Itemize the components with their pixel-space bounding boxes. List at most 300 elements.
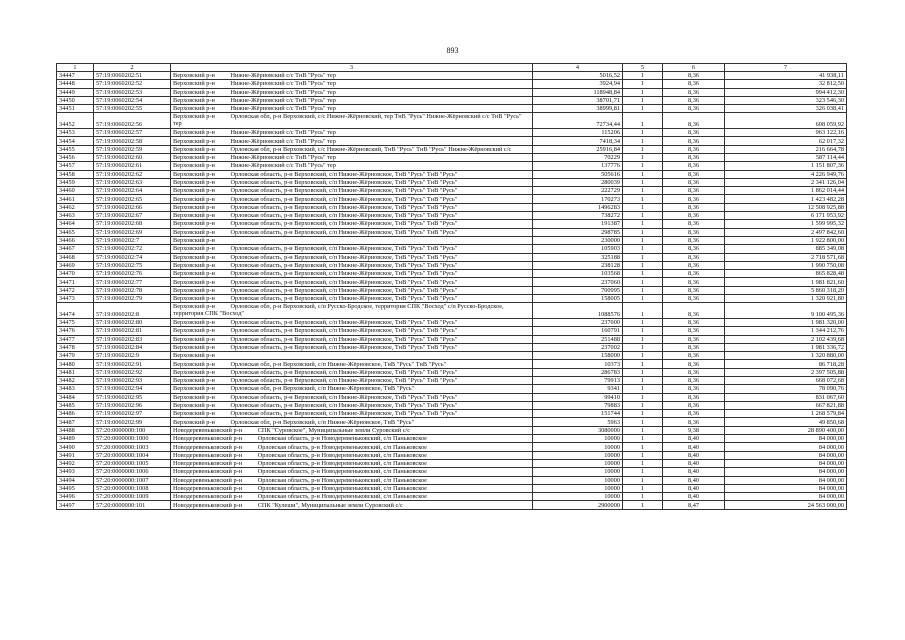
cadastral-number: 57:20:0000000:1008 — [96, 484, 149, 492]
table-row — [57, 145, 847, 153]
rate-cell — [663, 476, 725, 484]
table-row — [57, 484, 847, 492]
coefficient-cell — [623, 443, 663, 451]
cadastral-value: 885 349,08 — [815, 245, 844, 253]
coefficient-value: 1 — [640, 484, 645, 492]
area-value: 230000 — [601, 237, 620, 245]
row-number-cell — [57, 261, 94, 269]
cadastral-number: 57:19:0060202:80 — [96, 319, 143, 327]
area-value: 237000 — [601, 319, 620, 327]
row-number-cell — [57, 220, 94, 228]
area-cell — [533, 343, 623, 351]
coefficient-cell — [623, 343, 663, 351]
rate-cell — [663, 137, 725, 145]
row-number-cell — [57, 212, 94, 220]
district-name: Новодеревеньковский р-н — [173, 460, 243, 468]
coefficient-cell — [623, 203, 663, 211]
row-number: 34488 — [59, 426, 75, 434]
area-value: 298785 — [601, 228, 620, 236]
rate-cell — [663, 129, 725, 137]
rate-value: 8,40 — [687, 451, 700, 459]
location-cell — [171, 80, 533, 88]
coefficient-cell — [623, 236, 663, 244]
rate-cell — [663, 318, 725, 326]
coefficient-cell — [623, 187, 663, 195]
cadastral-number-cell — [94, 295, 171, 303]
rate-value: 8,36 — [687, 319, 700, 327]
row-number-cell — [57, 228, 94, 236]
cadastral-value: 323 546,30 — [815, 97, 844, 105]
cadastral-number-cell — [94, 459, 171, 467]
area-value: 10000 — [604, 451, 620, 459]
cadastral-number: 57:19:0060202:9 — [96, 352, 140, 360]
rate-cell — [663, 203, 725, 211]
value-cell — [725, 129, 847, 137]
table-row — [57, 113, 847, 129]
column-header-3: 3 — [171, 64, 533, 72]
row-number-cell — [57, 286, 94, 294]
value-cell — [725, 318, 847, 326]
cadastral-value: 608 059,92 — [815, 121, 844, 129]
cadastral-number: 57:19:0060202:8 — [96, 310, 140, 318]
coefficient-value: 1 — [640, 393, 645, 401]
rate-cell — [663, 88, 725, 96]
cadastral-number: 57:19:0060202:57 — [96, 129, 143, 137]
rate-cell — [663, 385, 725, 393]
cadastral-number-cell — [94, 137, 171, 145]
table-row — [57, 295, 847, 303]
rate-value: 8,36 — [687, 72, 700, 80]
area-cell — [533, 426, 623, 434]
row-number: 34492 — [59, 460, 75, 468]
value-cell — [725, 286, 847, 294]
page-number: 893 — [446, 46, 459, 55]
area-address: Нижне-Жёрновский с/с ТнВ "Русь" тер — [230, 80, 336, 88]
cadastral-number-cell — [94, 418, 171, 426]
area-address: Нижне-Жёрновский с/с ТнВ "Русь" тер — [230, 97, 336, 105]
coefficient-cell — [623, 327, 663, 335]
table-row — [57, 195, 847, 203]
area-cell — [533, 203, 623, 211]
table-row — [57, 286, 847, 294]
district-name: Верховский р-н — [173, 360, 215, 368]
cadastral-number-cell — [94, 113, 171, 129]
area-value: 10373 — [604, 360, 620, 368]
coefficient-cell — [623, 270, 663, 278]
district-name: Верховский р-н — [173, 410, 215, 418]
area-value: 99410 — [604, 393, 620, 401]
coefficient-cell — [623, 129, 663, 137]
rate-value: 8,36 — [687, 377, 700, 385]
area-address: Нижне-Жёрновский с/с ТнВ "Русь" тер — [230, 154, 336, 162]
table-row — [57, 410, 847, 418]
value-cell — [725, 96, 847, 104]
area-value: 103568 — [601, 270, 620, 278]
rate-cell — [663, 327, 725, 335]
location-cell — [171, 137, 533, 145]
row-number: 34495 — [59, 484, 75, 492]
district-name: Верховский р-н — [173, 343, 215, 351]
cadastral-number: 57:19:0060202:99 — [96, 418, 143, 426]
area-value: 158000 — [601, 352, 620, 360]
rate-value: 8,36 — [687, 162, 700, 170]
rate-value: 8,36 — [687, 352, 700, 360]
value-cell — [725, 352, 847, 360]
row-number: 34497 — [59, 501, 75, 509]
value-cell — [725, 393, 847, 401]
cadastral-number-cell — [94, 129, 171, 137]
area-address: Орловская область, р-н Новодеревеньковский, с/п Паньковское — [257, 460, 427, 468]
cadastral-number-cell — [94, 203, 171, 211]
area-cell — [533, 96, 623, 104]
cadastral-number: 57:19:0060202:61 — [96, 162, 143, 170]
location-cell — [171, 212, 533, 220]
area-address: Орловская область, р-н Верховский, с/п Нижне-Жёрновское, ТнВ "Русь" ТнВ "Русь" — [230, 410, 458, 418]
value-cell — [725, 360, 847, 368]
area-address: Орловская обл, р-н Верховский, с/п Нижне-Жёрновское, ТнВ "Русь" ТнВ "Русь" — [230, 360, 447, 368]
location-cell — [171, 476, 533, 484]
area-value: 700995 — [601, 286, 620, 294]
area-address: Орловская область, р-н Верховский, с/п Нижне-Жёрновское, ТнВ "Русь" ТнВ "Русь" — [230, 170, 458, 178]
cadastral-value: 1 268 579,84 — [810, 410, 844, 418]
value-cell — [725, 187, 847, 195]
district-name: Верховский р-н — [173, 319, 215, 327]
rate-cell — [663, 295, 725, 303]
rate-value: 8,36 — [687, 295, 700, 303]
area-cell — [533, 137, 623, 145]
row-number: 34465 — [59, 228, 75, 236]
coefficient-cell — [623, 385, 663, 393]
value-cell — [725, 170, 847, 178]
district-name: Новодеревеньковский р-н — [173, 501, 243, 509]
rate-cell — [663, 145, 725, 153]
area-cell — [533, 476, 623, 484]
row-number: 34471 — [59, 278, 75, 286]
value-cell — [725, 435, 847, 443]
value-cell — [725, 476, 847, 484]
coefficient-cell — [623, 261, 663, 269]
rate-value: 8,36 — [687, 343, 700, 351]
rate-cell — [663, 352, 725, 360]
district-name: Новодеревеньковский р-н — [173, 493, 243, 501]
cadastral-number: 57:19:0060202:76 — [96, 270, 143, 278]
coefficient-value: 1 — [640, 343, 645, 351]
area-cell — [533, 253, 623, 261]
location-cell — [171, 220, 533, 228]
cadastral-number: 57:20:0000000:1003 — [96, 443, 149, 451]
cadastral-value: 865 828,48 — [815, 270, 844, 278]
rate-cell — [663, 195, 725, 203]
rate-cell — [663, 187, 725, 195]
cadastral-value: 1 862 014,44 — [810, 187, 844, 195]
row-number: 34489 — [59, 435, 75, 443]
location-cell — [171, 335, 533, 343]
rate-cell — [663, 178, 725, 186]
coefficient-cell — [623, 376, 663, 384]
table-row — [57, 401, 847, 409]
location-cell — [171, 376, 533, 384]
coefficient-value: 1 — [640, 203, 645, 211]
row-number-cell — [57, 88, 94, 96]
cadastral-number-cell — [94, 385, 171, 393]
coefficient-cell — [623, 96, 663, 104]
area-value: 280039 — [601, 179, 620, 186]
rate-cell — [663, 220, 725, 228]
area-value: 222729 — [601, 187, 620, 195]
rate-value: 8,36 — [687, 360, 700, 368]
coefficient-value: 1 — [640, 286, 645, 294]
district-name: Верховский р-н — [173, 187, 215, 195]
coefficient-value: 1 — [640, 476, 645, 484]
row-number-cell — [57, 385, 94, 393]
district-name: Верховский р-н — [173, 97, 215, 105]
rate-cell — [663, 286, 725, 294]
rate-value: 8,36 — [687, 278, 700, 286]
coefficient-value: 1 — [640, 460, 645, 468]
coefficient-cell — [623, 178, 663, 186]
row-number-cell — [57, 178, 94, 186]
coefficient-value: 1 — [640, 97, 645, 105]
cadastral-number-cell — [94, 286, 171, 294]
rate-cell — [663, 468, 725, 476]
coefficient-value: 1 — [640, 278, 645, 286]
area-value: 10000 — [604, 460, 620, 468]
rate-value: 8,36 — [687, 220, 700, 228]
rate-cell — [663, 343, 725, 351]
row-number: 34479 — [59, 352, 75, 360]
coefficient-cell — [623, 484, 663, 492]
rate-value: 8,36 — [687, 137, 700, 145]
cadastral-number: 57:19:0060202:79 — [96, 295, 143, 303]
area-cell — [533, 376, 623, 384]
coefficient-value: 1 — [640, 443, 645, 451]
cadastral-value: 84 000,00 — [818, 460, 844, 468]
row-number-cell — [57, 360, 94, 368]
rate-value: 8,36 — [687, 129, 700, 137]
row-number-cell — [57, 335, 94, 343]
cadastral-value: 994 412,30 — [815, 88, 844, 96]
area-address: Орловская область, р-н Верховский, с/п Нижне-Жёрновское, ТнВ "Русь" ТнВ "Русь" — [230, 203, 458, 211]
value-cell — [725, 278, 847, 286]
area-address: СПК "Кулеши", Муниципальные земли Суровский с/с — [257, 501, 403, 509]
area-address: Орловская область, р-н Верховский, с/п Нижне-Жёрновское, ТнВ "Русь" ТнВ "Русь" — [230, 220, 458, 228]
area-cell — [533, 261, 623, 269]
value-cell — [725, 228, 847, 236]
rate-value: 9,38 — [687, 426, 700, 434]
area-cell — [533, 286, 623, 294]
rate-value: 8,36 — [687, 327, 700, 335]
location-cell — [171, 88, 533, 96]
cadastral-number-cell — [94, 484, 171, 492]
location-cell — [171, 343, 533, 351]
cadastral-number: 57:19:0060202:74 — [96, 253, 143, 261]
rate-cell — [663, 170, 725, 178]
coefficient-value: 1 — [640, 261, 645, 269]
row-number: 34466 — [59, 237, 75, 245]
row-number-cell — [57, 343, 94, 351]
rate-value: 8,36 — [687, 187, 700, 195]
table-row — [57, 162, 847, 170]
value-cell — [725, 343, 847, 351]
coefficient-value: 1 — [640, 195, 645, 203]
cadastral-number: 57:19:0060202:96 — [96, 402, 143, 410]
area-cell — [533, 228, 623, 236]
area-address: Орловская обл, р-н Верховский, с/п Нижне-Жёрновское, ТнВ "Русь" — [230, 385, 415, 393]
coefficient-value: 1 — [640, 80, 645, 88]
cadastral-number: 57:19:0060202:62 — [96, 170, 143, 178]
area-value: 9341 — [607, 385, 620, 393]
cadastral-value: 28 890 400,00 — [807, 426, 844, 434]
coefficient-cell — [623, 393, 663, 401]
location-cell — [171, 418, 533, 426]
cadastral-number: 57:20:0000000:1007 — [96, 476, 149, 484]
value-cell — [725, 72, 847, 80]
cadastral-value: 216 664,78 — [815, 145, 844, 153]
value-cell — [725, 105, 847, 113]
column-header-1: 1 — [57, 64, 94, 72]
rate-cell — [663, 426, 725, 434]
district-name: Новодеревеньковский р-н — [173, 443, 243, 451]
coefficient-value: 1 — [640, 270, 645, 278]
table-row — [57, 228, 847, 236]
area-value: 325188 — [601, 253, 620, 261]
coefficient-cell — [623, 295, 663, 303]
cadastral-number: 57:19:0060202:95 — [96, 393, 143, 401]
row-number: 34470 — [59, 270, 75, 278]
row-number-cell — [57, 476, 94, 484]
table-row — [57, 170, 847, 178]
location-cell — [171, 245, 533, 253]
coefficient-value: 1 — [640, 245, 645, 253]
area-value: 70229 — [604, 154, 620, 162]
district-name: Верховский р-н — [173, 228, 215, 236]
rate-cell — [663, 410, 725, 418]
area-value: 160791 — [601, 327, 620, 335]
cadastral-number: 57:19:0060202:97 — [96, 410, 143, 418]
table-row — [57, 376, 847, 384]
table-row — [57, 72, 847, 80]
location-cell — [171, 129, 533, 137]
area-value: 238128 — [601, 261, 620, 269]
table-row — [57, 80, 847, 88]
cadastral-value: 62 017,32 — [818, 137, 844, 145]
rate-value: 8,36 — [687, 121, 700, 129]
row-number-cell — [57, 72, 94, 80]
area-cell — [533, 220, 623, 228]
location-cell — [171, 352, 533, 360]
area-cell — [533, 80, 623, 88]
location-cell — [171, 435, 533, 443]
rate-cell — [663, 261, 725, 269]
rate-value: 8,36 — [687, 335, 700, 343]
coefficient-cell — [623, 153, 663, 161]
cadastral-value: 84 000,00 — [818, 451, 844, 459]
cadastral-number: 57:19:0060202:67 — [96, 212, 143, 220]
cadastral-number-cell — [94, 236, 171, 244]
coefficient-cell — [623, 162, 663, 170]
row-number-cell — [57, 501, 94, 509]
value-cell — [725, 376, 847, 384]
area-address: Орловская область, р-н Верховский, с/п Нижне-Жёрновское, ТнВ "Русь" ТнВ "Русь" — [230, 270, 458, 278]
value-cell — [725, 195, 847, 203]
area-cell — [533, 113, 623, 129]
location-cell — [171, 368, 533, 376]
area-cell — [533, 360, 623, 368]
district-name: Верховский р-н — [173, 72, 215, 80]
row-number-cell — [57, 376, 94, 384]
area-cell — [533, 443, 623, 451]
row-number: 34454 — [59, 137, 75, 145]
cadastral-number-cell — [94, 451, 171, 459]
rate-value: 8,36 — [687, 105, 700, 113]
location-cell — [171, 162, 533, 170]
area-address: Орловская область, р-н Новодеревеньковский, с/п Паньковское — [257, 443, 427, 451]
area-cell — [533, 162, 623, 170]
area-value: 505616 — [601, 170, 620, 178]
rate-value: 8,36 — [687, 245, 700, 253]
coefficient-value: 1 — [640, 121, 645, 129]
rate-cell — [663, 493, 725, 501]
location-cell — [171, 459, 533, 467]
district-name: Новодеревеньковский р-н — [173, 468, 243, 476]
row-number: 34480 — [59, 360, 75, 368]
cadastral-number: 57:19:0060202:75 — [96, 261, 143, 269]
area-value: 3924,94 — [599, 80, 620, 88]
table-row — [57, 352, 847, 360]
location-cell — [171, 270, 533, 278]
row-number: 34458 — [59, 170, 75, 178]
rate-value: 8,36 — [687, 228, 700, 236]
coefficient-cell — [623, 212, 663, 220]
cadastral-number-cell — [94, 410, 171, 418]
cadastral-number: 57:19:0060202:78 — [96, 286, 143, 294]
area-address: Орловская область, р-н Верховский, с/п Нижне-Жёрновское, ТнВ "Русь" ТнВ "Русь" — [230, 278, 458, 286]
area-value: 1496283 — [597, 203, 620, 211]
cadastral-number: 57:20:0000000:100 — [96, 426, 146, 434]
coefficient-value: 1 — [640, 385, 645, 393]
cadastral-number: 57:19:0060202:65 — [96, 195, 143, 203]
table-row — [57, 360, 847, 368]
coefficient-value: 1 — [640, 418, 645, 426]
rate-value: 8,36 — [687, 410, 700, 418]
district-name: Верховский р-н — [173, 286, 215, 294]
rate-value: 8,40 — [687, 460, 700, 468]
coefficient-cell — [623, 145, 663, 153]
cadastral-value: 84 000,00 — [818, 443, 844, 451]
area-value: 137776 — [601, 162, 620, 170]
cadastral-number-cell — [94, 360, 171, 368]
cadastral-value: 1 344 212,76 — [810, 327, 844, 335]
area-cell — [533, 435, 623, 443]
rate-value: 8,36 — [687, 385, 700, 393]
row-number-cell — [57, 393, 94, 401]
area-cell — [533, 236, 623, 244]
row-number: 34455 — [59, 145, 75, 153]
district-name: Верховский р-н — [173, 129, 215, 137]
table-row — [57, 493, 847, 501]
area-value: 151744 — [601, 410, 620, 418]
row-number: 34485 — [59, 402, 75, 410]
district-name: Верховский р-н — [173, 278, 215, 286]
table-row — [57, 153, 847, 161]
coefficient-cell — [623, 105, 663, 113]
rate-value: 8,40 — [687, 435, 700, 443]
row-number: 34461 — [59, 195, 75, 203]
value-cell — [725, 401, 847, 409]
row-number: 34484 — [59, 393, 75, 401]
table-row — [57, 96, 847, 104]
area-value: 72734,44 — [596, 121, 620, 129]
